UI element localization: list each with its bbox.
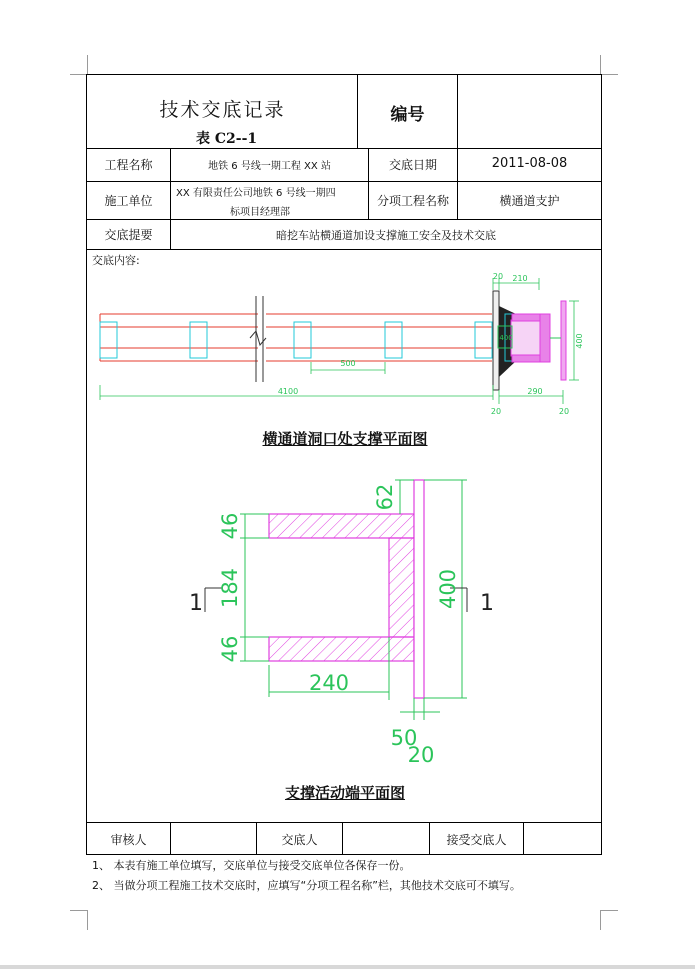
unit-label: 施工单位 — [104, 194, 153, 208]
project-name-value: 地铁 6 号线一期工程 XX 站 — [208, 161, 331, 172]
date-label: 交底日期 — [388, 158, 437, 172]
unit-value-line2: 标项目经理部 — [230, 207, 290, 218]
content-label: 交底内容: — [92, 254, 140, 267]
note-1: 1、 本表有施工单位填写，交底单位与接受交底单位各保存一份。 — [92, 859, 411, 872]
crop-mark — [87, 55, 88, 75]
dim-400-vertical: 400 — [575, 333, 584, 349]
dim-4100: 4100 — [277, 387, 299, 396]
plan-drawing-movable-end — [180, 470, 494, 770]
dim-46-bottom: 46 — [218, 635, 242, 663]
discloser-label: 交底人 — [281, 833, 318, 847]
subitem-value: 横通道支护 — [499, 194, 560, 208]
dim-20-top: 20 — [492, 272, 504, 281]
form-title: 技术交底记录 — [159, 99, 286, 121]
reviewer-label: 审核人 — [110, 833, 147, 847]
unit-value-line1: XX 有限责任公司地铁 6 号线一期四 — [176, 188, 336, 199]
dim-240: 240 — [308, 671, 350, 695]
crop-mark — [600, 55, 601, 75]
caption-plan-movable-end: 支撑活动端平面图 — [284, 784, 405, 802]
break-symbol — [250, 296, 266, 382]
summary-value: 暗挖车站横通道加设支撑施工安全及技术交底 — [276, 229, 496, 242]
crop-mark — [70, 910, 88, 911]
crop-mark — [600, 74, 618, 75]
plan-drawing-opening — [88, 265, 598, 420]
form-number: 表 C2--1 — [196, 131, 258, 147]
caption-plan-opening: 横通道洞口处支撑平面图 — [262, 430, 428, 448]
date-value: 2011-08-08 — [491, 156, 568, 171]
project-name-label: 工程名称 — [104, 158, 153, 172]
summary-label: 交底提要 — [104, 228, 153, 242]
note-2: 2、 当做分项工程施工技术交底时，应填写“分项工程名称”栏，其他技术交底可不填写。 — [92, 879, 521, 892]
subitem-label: 分项工程名称 — [376, 194, 449, 208]
dim-50: 50 — [390, 726, 418, 750]
number-label: 编号 — [390, 105, 425, 125]
dim-20-bottom-left: 20 — [490, 407, 502, 416]
page-bottom-edge — [0, 965, 695, 969]
dim-20-bottom-right: 20 — [558, 407, 570, 416]
section-mark-left: 1 — [189, 591, 203, 616]
dim-62: 62 — [373, 483, 397, 511]
dim-184: 184 — [218, 567, 242, 609]
support-section — [269, 480, 424, 698]
crop-mark — [600, 910, 618, 911]
dim-46-top: 46 — [218, 512, 242, 540]
section-marks — [205, 588, 467, 612]
beam-lines — [100, 314, 492, 361]
crop-mark — [600, 910, 601, 930]
crop-mark — [87, 910, 88, 930]
dim-290: 290 — [527, 387, 543, 396]
dim-400: 400 — [436, 568, 460, 610]
section-mark-right: 1 — [480, 591, 494, 616]
receiver-label: 接受交底人 — [446, 833, 507, 847]
dim-400-inner: 400 — [499, 334, 513, 342]
dim-210: 210 — [512, 274, 528, 283]
dim-500: 500 — [340, 359, 356, 368]
dim-20: 20 — [407, 743, 435, 767]
